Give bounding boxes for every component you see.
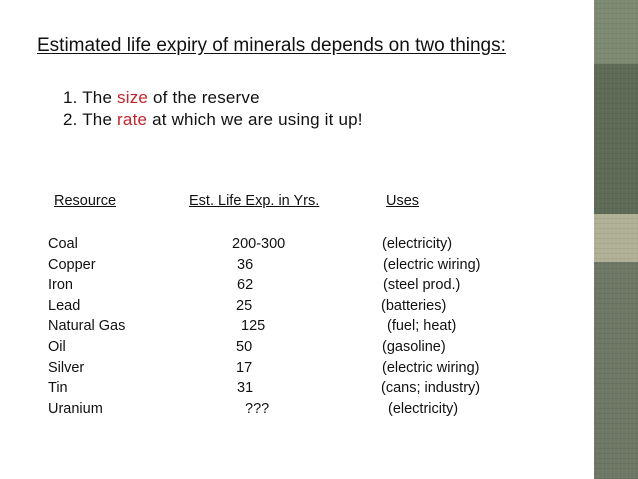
point-rate: [63, 109, 363, 131]
table-row: [0, 257, 590, 278]
point-size: [63, 87, 363, 109]
cell-uses: (batteries): [381, 297, 447, 314]
cell-life: 17: [236, 359, 253, 376]
point-number: 2.: [63, 110, 78, 129]
table-row: [0, 318, 590, 339]
cell-uses: (fuel; heat): [387, 318, 457, 335]
cell-resource: Tin: [48, 380, 68, 397]
key-points-list: [63, 87, 363, 131]
slide-title: Estimated life expiry of minerals depends on two things:: [37, 35, 506, 56]
header-uses: Uses: [386, 193, 420, 209]
table-row: [0, 401, 590, 422]
cell-life: 50: [236, 338, 253, 355]
cell-resource: Copper: [48, 256, 96, 273]
header-life-expectancy: Est. Life Exp. in Yrs.: [189, 193, 320, 209]
point-text-post: of the reserve: [153, 88, 260, 107]
cell-uses: (electric wiring): [382, 359, 480, 376]
cell-uses: (gasoline): [382, 338, 446, 355]
cell-resource: Oil: [48, 338, 66, 355]
point-highlight: size: [117, 88, 149, 107]
cell-resource: Lead: [48, 297, 81, 314]
cell-uses: (electric wiring): [383, 256, 481, 273]
point-text-pre: The: [82, 110, 113, 129]
cell-life: 125: [241, 318, 266, 335]
cell-resource: Coal: [48, 236, 78, 252]
cell-life: 36: [237, 256, 254, 273]
table-row: [0, 360, 590, 381]
cell-uses: (cans; industry): [381, 380, 481, 397]
table-row: [0, 380, 590, 401]
header-resource: Resource: [54, 193, 117, 209]
point-text-pre: The: [82, 88, 113, 107]
table-row: [0, 277, 590, 298]
decorative-sidebar: [594, 0, 638, 479]
cell-life: 200-300: [232, 236, 286, 252]
cell-uses: (steel prod.): [383, 277, 461, 294]
cell-uses: (electricity): [388, 400, 459, 417]
point-number: 1.: [63, 88, 78, 107]
table-row: [0, 339, 590, 360]
cell-life: ???: [245, 400, 270, 417]
cell-resource: Iron: [48, 277, 73, 294]
sidebar-texture: [594, 0, 638, 479]
table-row: [0, 298, 590, 319]
cell-uses: (electricity): [382, 236, 453, 252]
cell-resource: Natural Gas: [48, 318, 126, 335]
cell-life: 31: [237, 380, 254, 397]
point-highlight: rate: [117, 110, 148, 129]
cell-life: 62: [237, 277, 254, 294]
cell-life: 25: [236, 297, 253, 314]
table-row: [0, 236, 590, 257]
mineral-table: [0, 236, 590, 421]
cell-resource: Uranium: [48, 400, 103, 417]
cell-resource: Silver: [48, 359, 85, 376]
point-text-post: at which we are using it up!: [152, 110, 363, 129]
